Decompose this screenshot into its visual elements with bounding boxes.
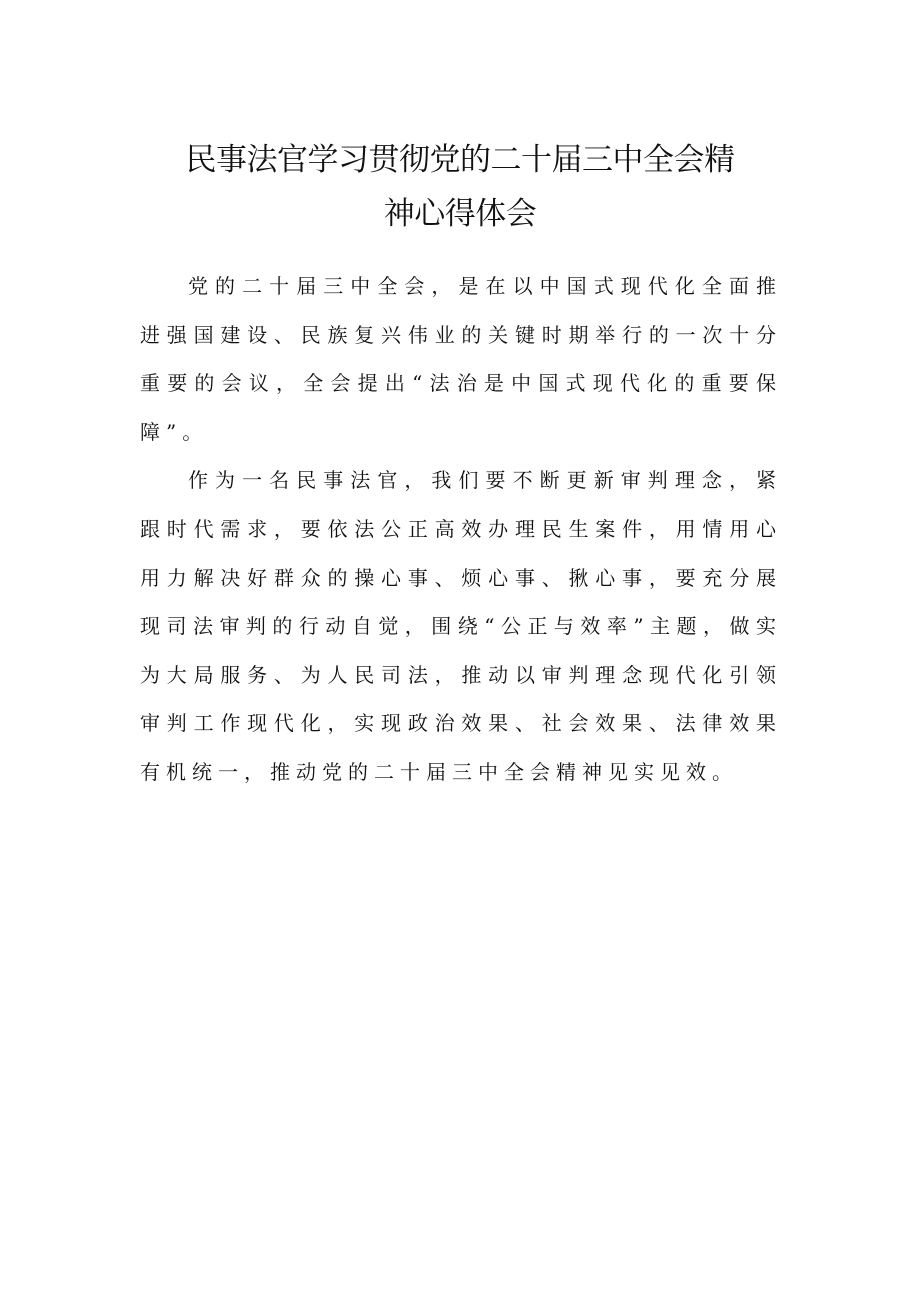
paragraph-1: 党的二十届三中全会，是在以中国式现代化全面推进强国建设、民族复兴伟业的关键时期举行的一次十分重要的会议，全会提出“法治是中国式现代化的重要保障”。: [140, 274, 782, 444]
document-title: [0, 133, 920, 241]
paragraph-2: 作为一名民事法官，我们要不断更新审判理念，紧跟时代需求，要依法公正高效办理民生案件，用情用心用力解决好群众的操心事、烦心事、揪心事，要充分展现司法审判的行动自觉，围绕“公正与效率”主题，做实为大局服务、为人民司法，推动以审判理念现代化引领审判工作现代化，实现政治效果、社会效果、法律效果有机统一，推动党的二十届三中全会精神见实见效。: [140, 468, 782, 784]
document-title-line-1: 民事法官学习贯彻党的二十届三中全会精: [185, 142, 735, 178]
document-body: [140, 262, 782, 797]
document-title-line-2: 神心得体会: [383, 196, 537, 232]
